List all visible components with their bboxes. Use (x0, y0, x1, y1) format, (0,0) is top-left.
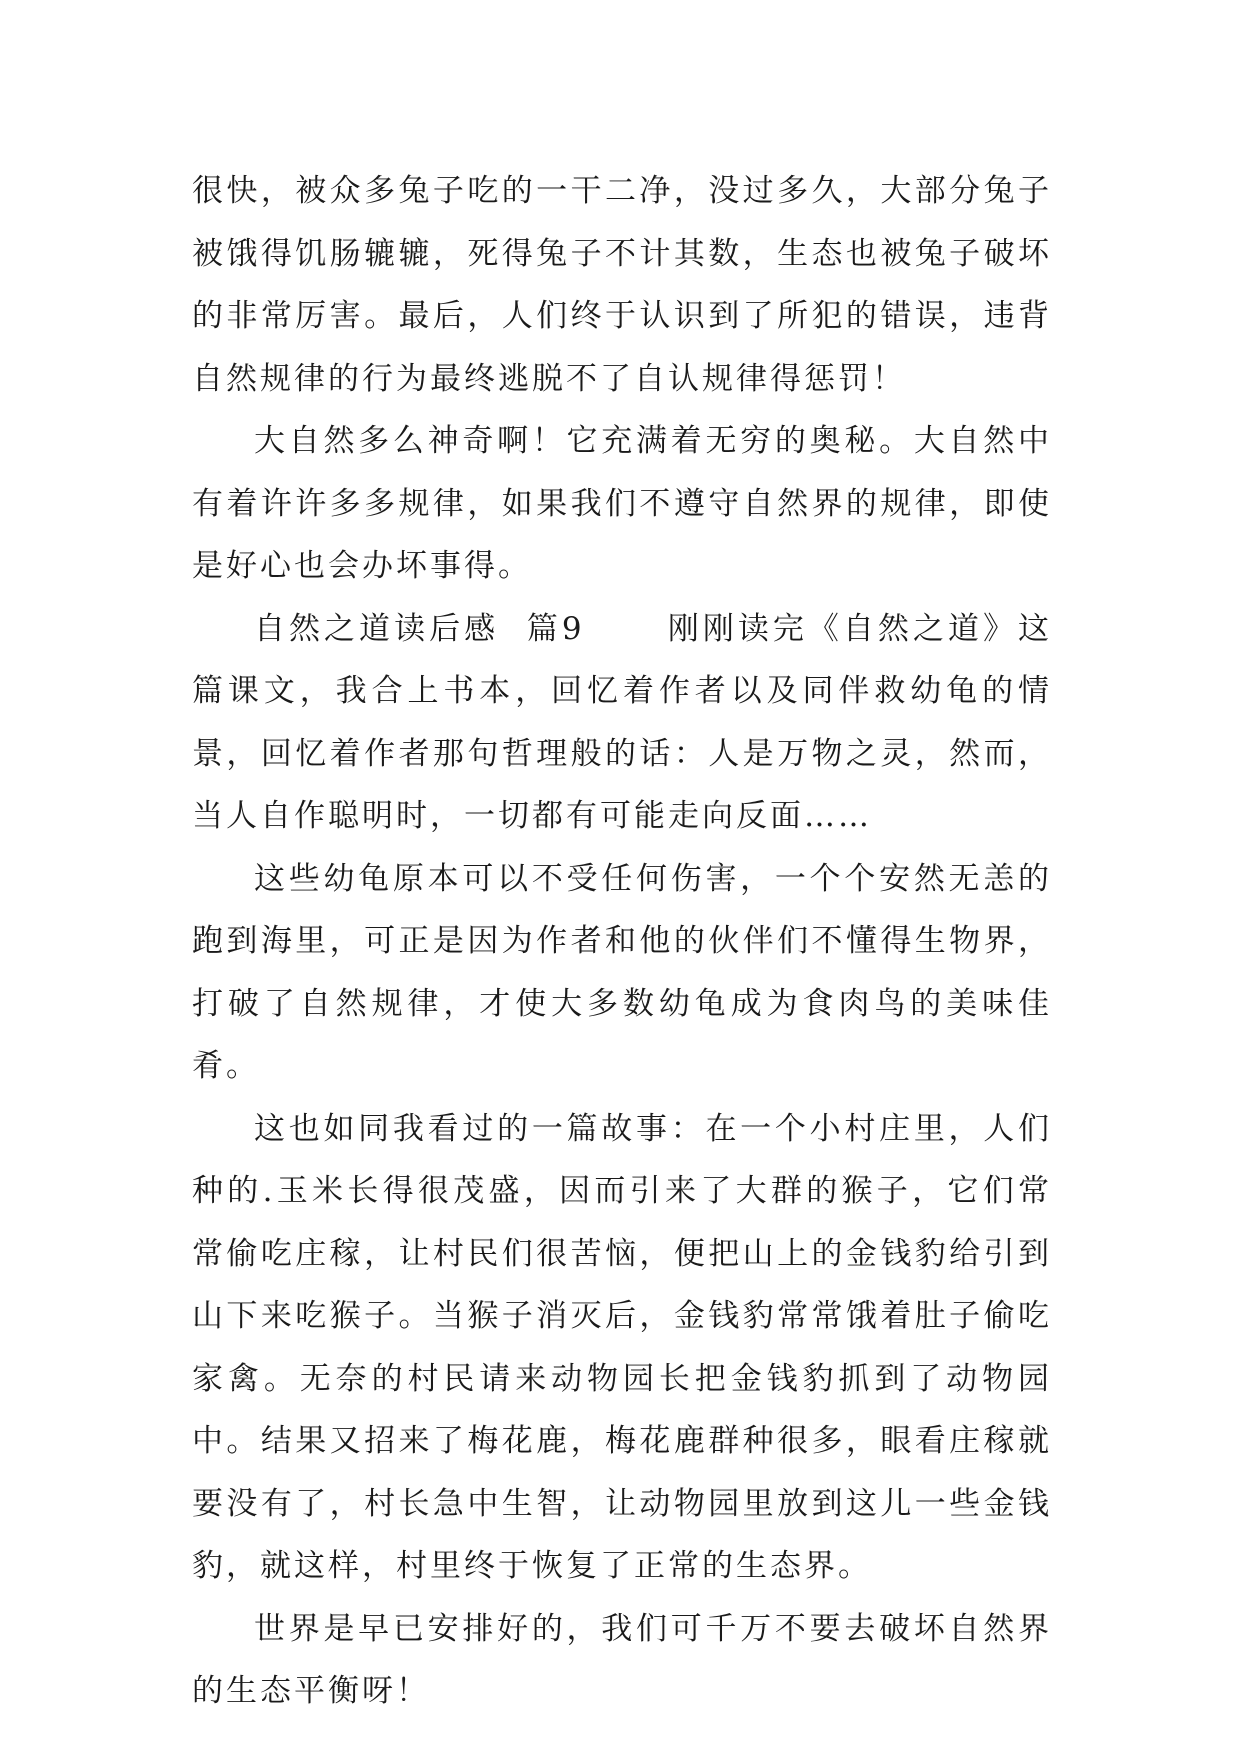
document-body (192, 160, 1052, 1723)
paragraph: 大自然多么神奇啊！它充满着无穷的奥秘。大自然中有着许许多多规律，如果我们不遵守自然界的规律，即使是好心也会办坏事得。 (192, 423, 1052, 584)
paragraph-section-heading: 自然之道读后感 篇9 刚刚读完《自然之道》这篇课文，我合上书本，回忆着作者以及同伴救幼龟的情景，回忆着作者那句哲理般的话：人是万物之灵，然而，当人自作聪明时，一切都有可能走向反面…… (192, 610, 1052, 834)
paragraph-continuation: 很快，被众多兔子吃的一干二净，没过多久，大部分兔子被饿得饥肠辘辘，死得兔子不计其数，生态也被兔子破坏的非常厉害。最后，人们终于认识到了所犯的错误，违背自然规律的行为最终逃脱不了自认规律得惩罚！ (192, 173, 1052, 397)
paragraph: 这也如同我看过的一篇故事：在一个小村庄里，人们种的.玉米长得很茂盛，因而引来了大群的猴子，它们常常偷吃庄稼，让村民们很苦恼，便把山上的金钱豹给引到山下来吃猴子。当猴子消灭后，金钱豹常常饿着肚子偷吃家禽。无奈的村民请来动物园长把金钱豹抓到了动物园中。结果又招来了梅花鹿，梅花鹿群种很多，眼看庄稼就要没有了，村长急中生智，让动物园里放到这儿一些金钱豹，就这样，村里终于恢复了正常的生态界。 (192, 1110, 1052, 1584)
paragraph: 世界是早已安排好的，我们可千万不要去破坏自然界的生态平衡呀！ (192, 1610, 1052, 1709)
paragraph: 这些幼龟原本可以不受任何伤害，一个个安然无恙的跑到海里，可正是因为作者和他的伙伴们不懂得生物界，打破了自然规律，才使大多数幼龟成为食肉鸟的美味佳肴。 (192, 860, 1052, 1084)
